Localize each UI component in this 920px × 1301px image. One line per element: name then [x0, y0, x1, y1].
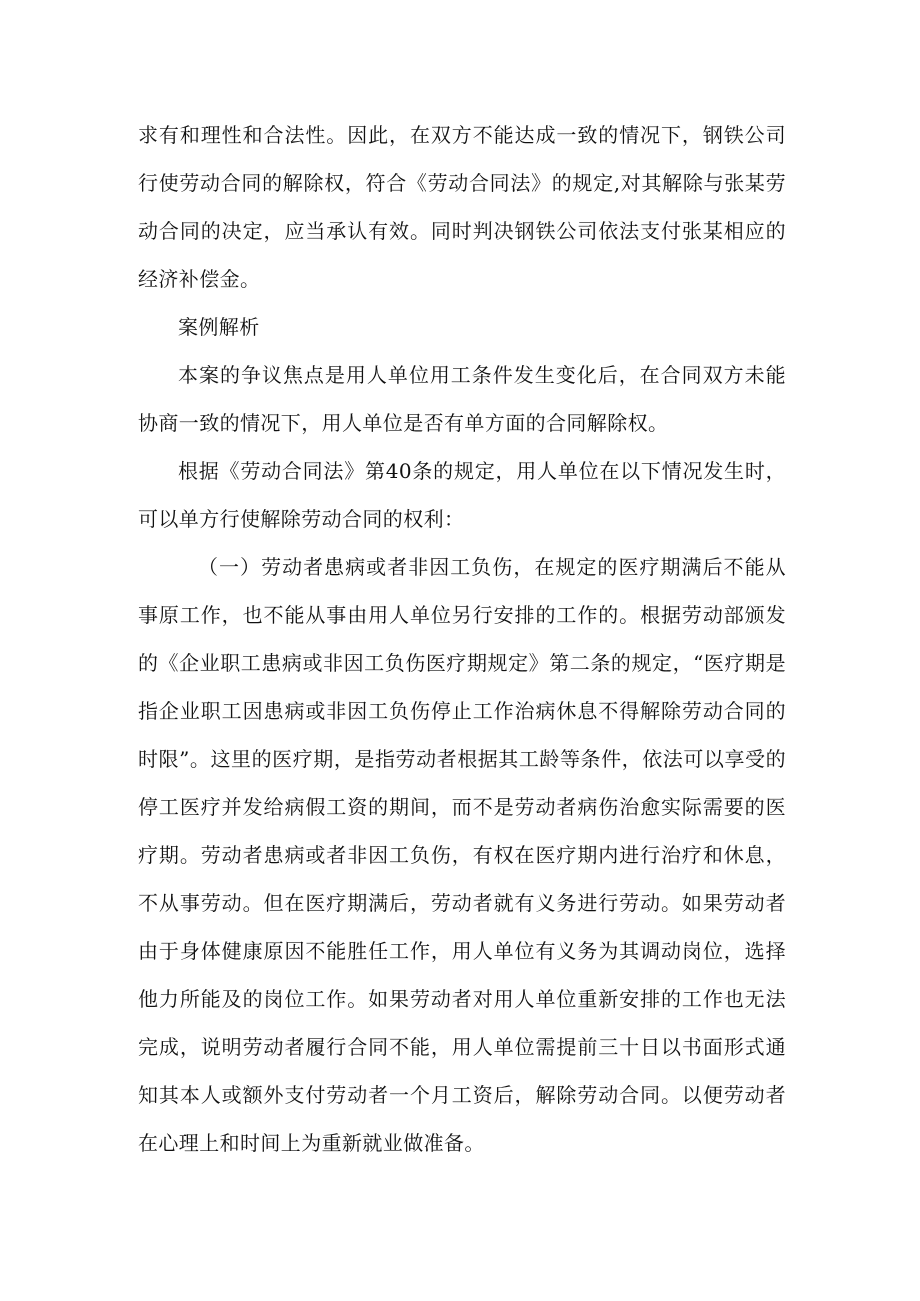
- paragraph-item-one: （一）劳动者患病或者非因工负伤，在规定的医疗期满后不能从事原工作，也不能从事由用人单位另行安排的工作的。根据劳动部颁发的《企业职工患病或非因工负伤医疗期规定》第二条的规定，“医疗期是指企业职工因患病或非因工负伤停止工作治病休息不得解除劳动合同的时限”。这里的医疗期，是指劳动者根据其工龄等条件，依法可以享受的停工医疗并发给病假工资的期间，而不是劳动者病伤治愈实际需要的医疗期。劳动者患病或者非因工负伤，有权在医疗期内进行治疗和休息，不从事劳动。但在医疗期满后，劳动者就有义务进行劳动。如果劳动者由于身体健康原因不能胜任工作，用人单位有义务为其调动岗位，选择他力所能及的岗位工作。如果劳动者对用人单位重新安排的工作也无法完成，说明劳动者履行合同不能，用人单位需提前三十日以书面形式通知其本人或额外支付劳动者一个月工资后，解除劳动合同。以便劳动者在心理上和时间上为重新就业做准备。: [138, 555, 786, 1155]
- paragraph-article-40: 根据《劳动合同法》第40条的规定，用人单位在以下情况发生时，可以单方行使解除劳动合同的权利：: [138, 459, 786, 531]
- paragraph-continuation: 求有和理性和合法性。因此，在双方不能达成一致的情况下，钢铁公司行使劳动合同的解除权，符合《劳动合同法》的规定,对其解除与张某劳动合同的决定，应当承认有效。同时判决钢铁公司依法支付张某相应的经济补偿金。: [138, 123, 786, 291]
- paragraph-dispute-focus: 本案的争议焦点是用人单位用工条件发生变化后，在合同双方未能协商一致的情况下，用人单位是否有单方面的合同解除权。: [138, 363, 786, 435]
- section-heading-case-analysis: 案例解析: [178, 315, 260, 339]
- document-body: [138, 111, 786, 1167]
